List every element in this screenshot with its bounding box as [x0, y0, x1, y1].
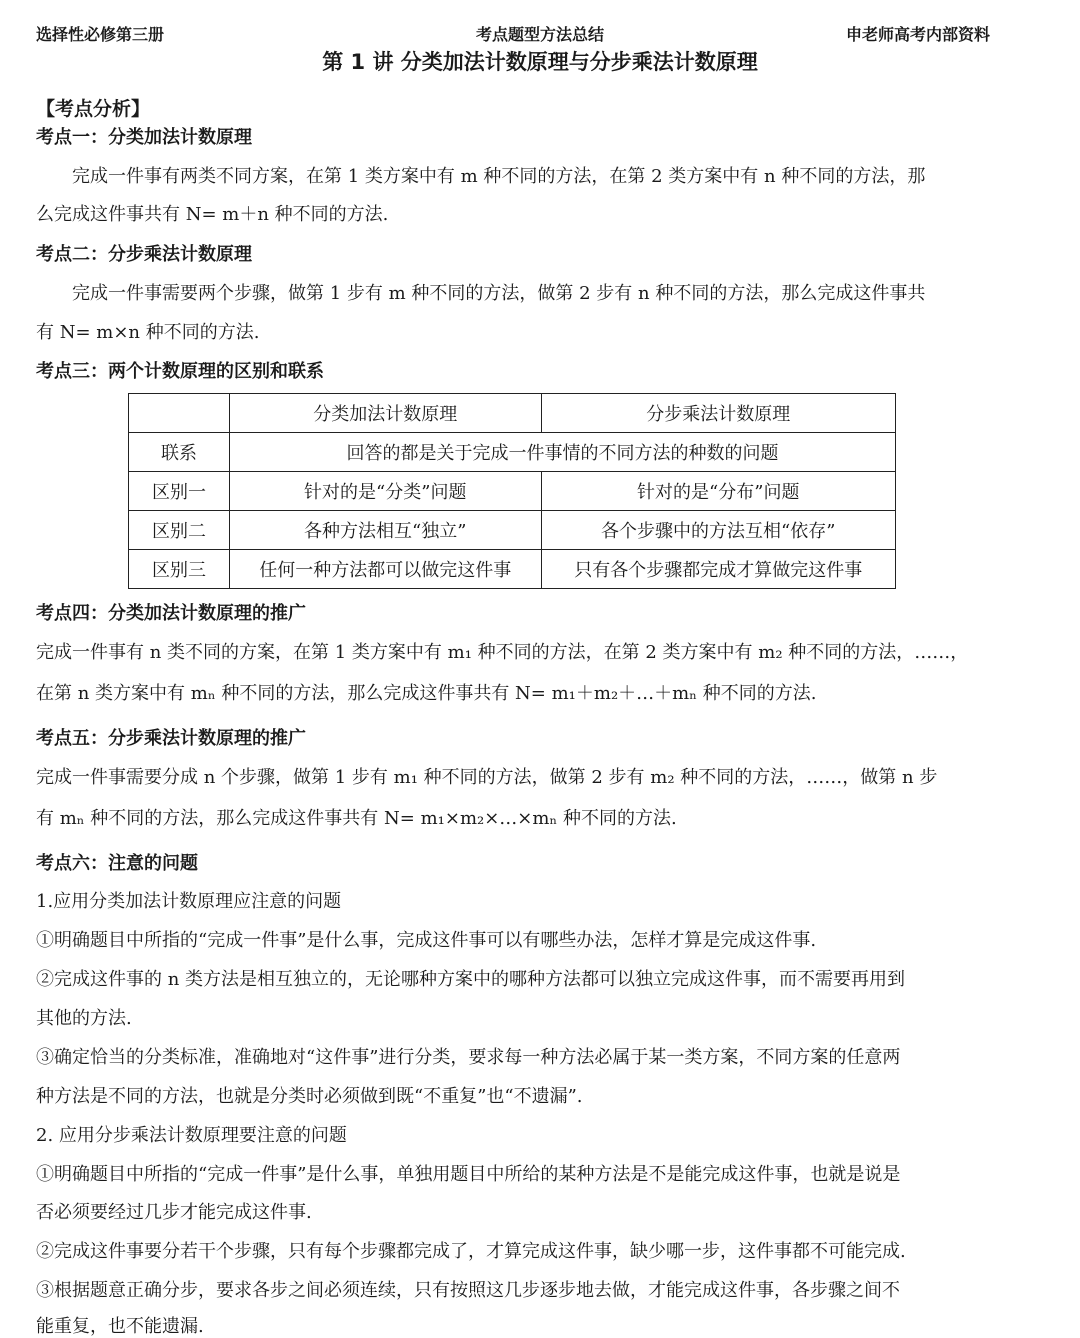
- table-cell: 任何一种方法都可以做完这件事: [230, 550, 542, 589]
- header-center: 考点题型方法总结: [475, 25, 604, 44]
- header-right: 申老师高考内部资料: [845, 25, 990, 44]
- kp5-text-line2: 有 mₙ 种不同的方法，那么完成这件事共有 N= m₁×m₂×…×mₙ 种不同的方法.: [36, 808, 677, 829]
- kp6-item-2-1-line1: ①明确题目中所指的“完成一件事”是什么事，单独用题目中所给的某种方法是不是能完成这件事，也就是说是: [36, 1164, 901, 1185]
- section-heading: 【考点分析】: [36, 98, 151, 120]
- kp3-heading: 考点三：两个计数原理的区别和联系: [36, 361, 324, 382]
- table-row-label: 区别二: [129, 511, 230, 550]
- table-row: [129, 472, 896, 511]
- kp6-item-2-3-line1: ③根据题意正确分步，要求各步之间必须连续，只有按照这几步逐步地去做，才能完成这件事，各步骤之间不: [36, 1280, 900, 1301]
- table-header-cell: 分步乘法计数原理: [541, 394, 895, 433]
- table-row: [129, 433, 896, 472]
- kp1-text-line1: 完成一件事有两类不同方案，在第 1 类方案中有 m 种不同的方法，在第 2 类方案中有 n 种不同的方法，那: [72, 166, 926, 187]
- kp4-text-line2: 在第 n 类方案中有 mₙ 种不同的方法，那么完成这件事共有 N= m₁＋m₂＋…＋mₙ 种不同的方法.: [36, 683, 817, 704]
- kp6-item-2-3-line2: 能重复，也不能遗漏.: [36, 1316, 204, 1337]
- table-cell: 各种方法相互“独立”: [230, 511, 542, 550]
- table-row-label: 联系: [129, 433, 230, 472]
- comparison-table: [128, 393, 896, 589]
- kp6-item-2-1-line2: 否必须要经过几步才能完成这件事.: [36, 1202, 312, 1223]
- table-row-label: 区别一: [129, 472, 230, 511]
- kp6-subheading-1: 1.应用分类加法计数原理应注意的问题: [36, 891, 342, 912]
- kp2-text-line2: 有 N= m×n 种不同的方法.: [36, 322, 260, 343]
- kp1-heading: 考点一：分类加法计数原理: [36, 127, 252, 148]
- kp6-item-1-1: ①明确题目中所指的“完成一件事”是什么事，完成这件事可以有哪些办法，怎样才算是完成这件事.: [36, 930, 817, 951]
- kp6-item-1-2-line1: ②完成这件事的 n 类方法是相互独立的，无论哪种方案中的哪种方法都可以独立完成这件事，而不需要再用到: [36, 969, 906, 990]
- table-cell: 只有各个步骤都完成才算做完这件事: [541, 550, 895, 589]
- kp5-text-line1: 完成一件事需要分成 n 个步骤，做第 1 步有 m₁ 种不同的方法，做第 2 步有 m₂ 种不同的方法，……，做第 n 步: [36, 767, 938, 788]
- kp6-item-1-2-line2: 其他的方法.: [36, 1008, 132, 1029]
- table-row: [129, 550, 896, 589]
- table-cell: 各个步骤中的方法互相“依存”: [541, 511, 895, 550]
- kp1-text-line2: 么完成这件事共有 N= m＋n 种不同的方法.: [36, 204, 389, 225]
- kp2-text-line1: 完成一件事需要两个步骤，做第 1 步有 m 种不同的方法，做第 2 步有 n 种不同的方法，那么完成这件事共: [72, 283, 926, 304]
- table-row-label: 区别三: [129, 550, 230, 589]
- page-title: 第 1 讲 分类加法计数原理与分步乘法计数原理: [322, 50, 758, 74]
- kp2-heading: 考点二：分步乘法计数原理: [36, 244, 252, 265]
- kp6-heading: 考点六：注意的问题: [36, 853, 198, 874]
- table-cell: 针对的是“分类”问题: [230, 472, 542, 511]
- table-header-cell: [129, 394, 230, 433]
- table-cell: 针对的是“分布”问题: [541, 472, 895, 511]
- kp4-text-line1: 完成一件事有 n 类不同的方案，在第 1 类方案中有 m₁ 种不同的方法，在第 2 类方案中有 m₂ 种不同的方法，……，: [36, 642, 969, 663]
- kp6-item-1-3-line1: ③确定恰当的分类标准，准确地对“这件事”进行分类，要求每一种方法必属于某一类方案，不同方案的任意两: [36, 1047, 901, 1068]
- kp4-heading: 考点四：分类加法计数原理的推广: [36, 603, 306, 624]
- kp5-heading: 考点五：分步乘法计数原理的推广: [36, 728, 306, 749]
- kp6-item-1-3-line2: 种方法是不同的方法，也就是分类时必须做到既“不重复”也“不遗漏”.: [36, 1086, 583, 1107]
- table-row: [129, 511, 896, 550]
- table-header-cell: 分类加法计数原理: [230, 394, 542, 433]
- header-left: 选择性必修第三册: [36, 25, 165, 44]
- kp6-item-2-2: ②完成这件事要分若干个步骤，只有每个步骤都完成了，才算完成这件事，缺少哪一步，这件事都不可能完成.: [36, 1241, 906, 1262]
- kp6-subheading-2: 2. 应用分步乘法计数原理要注意的问题: [36, 1125, 347, 1146]
- table-header-row: [129, 394, 896, 433]
- table-cell: 回答的都是关于完成一件事情的不同方法的种数的问题: [230, 433, 896, 472]
